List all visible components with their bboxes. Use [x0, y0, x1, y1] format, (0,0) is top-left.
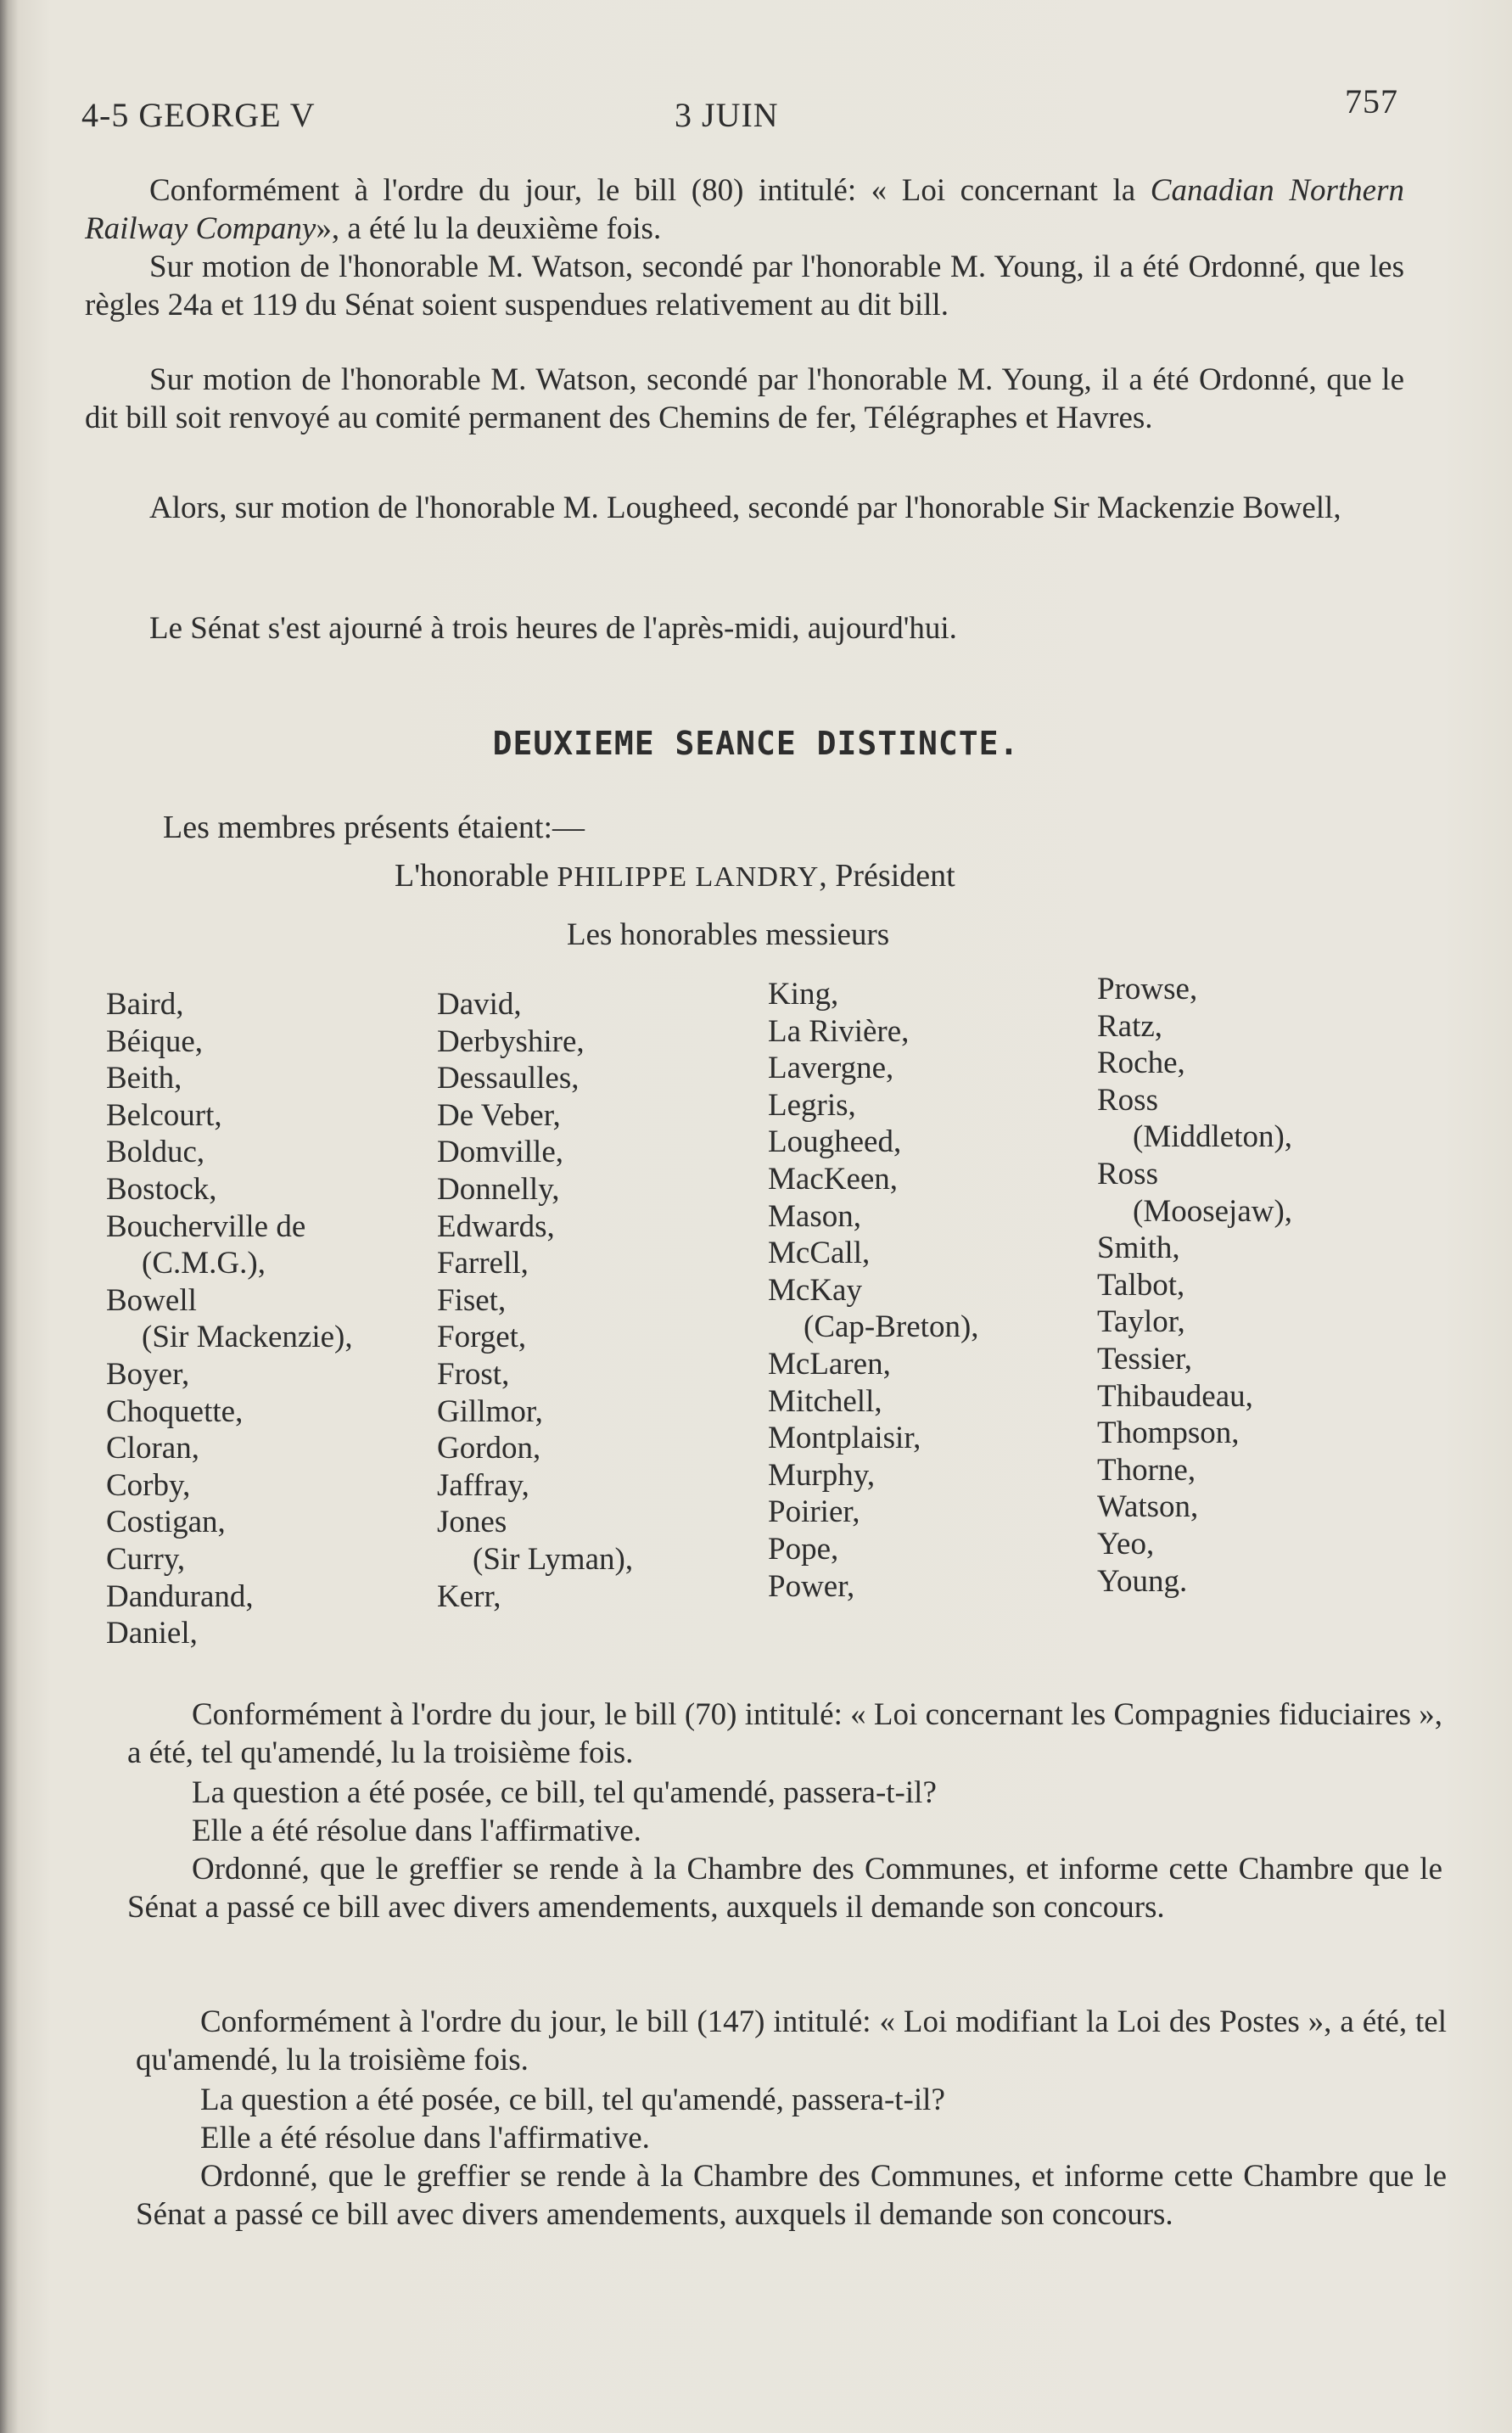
senator-name: Montplaisir,	[768, 1421, 921, 1456]
question-147-text: La question a été posée, ce bill, tel qu'amendé, passera-t-il?	[200, 2083, 945, 2117]
resolved-147-text: Elle a été résolue dans l'affirmative.	[200, 2121, 650, 2156]
senator-name: Lougheed,	[768, 1124, 902, 1160]
referral-text: Sur motion de l'honorable M. Watson, secondé par l'honorable M. Young, il a été Ordonné, que le dit bill soit renvoyé au comité permanent des Chemins de fer, Télégraphes et Havres.	[85, 362, 1404, 435]
senator-name-continued: (Sir Lyman),	[473, 1541, 634, 1577]
messieurs-heading: Les honorables messieurs	[567, 917, 890, 952]
senator-name: Corby,	[106, 1467, 191, 1503]
senator-name: Beith,	[106, 1061, 182, 1096]
senator-name: David,	[437, 987, 522, 1022]
senator-name: Smith,	[1097, 1231, 1180, 1266]
senator-name: Prowse,	[1097, 972, 1198, 1006]
paragraph-bill-70	[127, 1696, 1442, 1772]
senator-name: Taylor,	[1097, 1304, 1185, 1340]
senator-name: MacKeen,	[768, 1161, 899, 1197]
senator-name: Jones	[437, 1505, 507, 1540]
bill-80-company: Canadian Northern Railway Company	[85, 173, 1404, 246]
paragraph-question-70	[127, 1774, 1442, 1812]
senator-name-continued: (Sir Mackenzie),	[142, 1320, 353, 1355]
senator-name: Donnelly,	[437, 1171, 560, 1207]
ordered-147-text: Ordonné, que le greffier se rende à la Chambre des Communes, et informe cette Chambre que le Sénat a passé ce bill avec divers amendements, auxquels il demande son concours.	[136, 2159, 1447, 2232]
senator-name: Bolduc,	[106, 1135, 205, 1170]
senators-column-4	[1097, 971, 1292, 1600]
senator-name: Gillmor,	[437, 1393, 543, 1429]
senator-name: Edwards,	[437, 1208, 555, 1244]
senator-name-continued: (Moosejaw),	[1133, 1193, 1293, 1229]
bill-80-tail: », a été lu la deuxième fois.	[316, 211, 662, 246]
paragraph-suspend-rules	[85, 248, 1404, 324]
senators-column-3	[768, 976, 979, 1605]
senator-name: King,	[768, 977, 839, 1012]
senator-name: Boyer,	[106, 1356, 190, 1392]
senator-name: Baird,	[106, 987, 184, 1022]
senator-name: Yeo,	[1097, 1526, 1155, 1561]
senator-name: Boucherville de	[106, 1208, 306, 1244]
senator-name-continued: (Middleton),	[1133, 1119, 1293, 1155]
senator-name: Roche,	[1097, 1046, 1185, 1081]
senator-name: Farrell,	[437, 1246, 529, 1281]
adjourned-text: Le Sénat s'est ajourné à trois heures de l'après-midi, aujourd'hui.	[149, 611, 957, 646]
senator-name: McLaren,	[768, 1346, 891, 1382]
senator-name: Cloran,	[106, 1431, 199, 1466]
senators-column-1	[106, 986, 353, 1652]
senator-name: Thompson,	[1097, 1416, 1240, 1451]
adjourn-motion-text: Alors, sur motion de l'honorable M. Lougheed, secondé par l'honorable Sir Mackenzie Bowell,	[149, 491, 1341, 525]
senator-name: Bowell	[106, 1282, 197, 1318]
senator-name: Talbot,	[1097, 1267, 1185, 1303]
present-intro: Les membres présents étaient:—	[163, 810, 585, 845]
senator-name: Forget,	[437, 1320, 527, 1355]
question-70-text: La question a été posée, ce bill, tel qu'amendé, passera-t-il?	[192, 1775, 937, 1810]
paragraph-ordered-70	[127, 1850, 1442, 1926]
paragraph-ordered-147	[136, 2157, 1447, 2234]
senator-name-continued: (Cap-Breton),	[804, 1309, 979, 1345]
senator-name: Frost,	[437, 1356, 510, 1392]
senator-name: Ross	[1097, 1156, 1158, 1191]
senator-name: Thibaudeau,	[1097, 1378, 1253, 1414]
senator-name: Mason,	[768, 1198, 861, 1234]
senator-name: Gordon,	[437, 1431, 541, 1466]
president-prefix: L'honorable	[395, 858, 557, 894]
section-title: DEUXIEME SEANCE DISTINCTE.	[492, 725, 1020, 762]
senator-name: Jaffray,	[437, 1467, 529, 1503]
running-head-date: 3 JUIN	[675, 96, 779, 134]
senator-name: De Veber,	[437, 1097, 561, 1133]
paragraph-adjourned	[85, 609, 1404, 647]
senator-name: Murphy,	[768, 1457, 876, 1493]
resolved-70-text: Elle a été résolue dans l'affirmative.	[192, 1814, 641, 1848]
president-title: , Président	[819, 858, 955, 894]
paragraph-bill-147	[136, 2003, 1447, 2079]
senator-name: Tessier,	[1097, 1341, 1193, 1376]
senator-name: Choquette,	[106, 1393, 244, 1429]
senator-name: Ross	[1097, 1082, 1158, 1118]
bill-147-text: Conformément à l'ordre du jour, le bill (147) intitulé: « Loi modifiant la Loi des Postes », a été, tel qu'amendé, lu la troisième fois.	[136, 2004, 1447, 2077]
senator-name: Domville,	[437, 1135, 564, 1170]
senator-name: Poirier,	[768, 1494, 860, 1530]
senator-name: Costigan,	[106, 1505, 226, 1540]
senator-name: Dessaulles,	[437, 1061, 580, 1096]
paragraph-bill-80	[85, 171, 1404, 248]
senator-name: Thorne,	[1097, 1452, 1196, 1488]
senator-name: Watson,	[1097, 1489, 1199, 1525]
senator-name: Curry,	[106, 1541, 186, 1577]
paragraph-referral	[85, 361, 1404, 437]
senator-name: Dandurand,	[106, 1578, 254, 1614]
senator-name: Ratz,	[1097, 1008, 1163, 1044]
senator-name: McKay	[768, 1272, 862, 1308]
senator-name: Young.	[1097, 1563, 1188, 1599]
senator-name: Legris,	[768, 1087, 856, 1123]
paragraph-resolved-70	[127, 1812, 1442, 1850]
paragraph-adjourn-motion	[85, 489, 1404, 527]
senator-name: Daniel,	[106, 1616, 198, 1651]
senator-name: Derbyshire,	[437, 1023, 585, 1059]
senator-name: Pope,	[768, 1531, 839, 1567]
paragraph-question-147	[136, 2081, 1447, 2119]
senator-name: Fiset,	[437, 1282, 507, 1318]
senator-name: Kerr,	[437, 1578, 501, 1614]
senator-name: Bostock,	[106, 1171, 217, 1207]
running-head-reign: 4-5 GEORGE V	[81, 96, 316, 134]
senator-name: Béique,	[106, 1023, 204, 1059]
senators-column-2	[437, 986, 633, 1615]
president-name: PHILIPPE LANDRY	[557, 861, 820, 893]
president-line	[395, 857, 955, 894]
senator-name: Lavergne,	[768, 1051, 894, 1086]
senator-name: La Rivière,	[768, 1013, 910, 1049]
bill-70-text: Conformément à l'ordre du jour, le bill (70) intitulé: « Loi concernant les Compagnies fiduciaires », a été, tel qu'amendé, lu la troisième fois.	[127, 1697, 1442, 1770]
page-number: 757	[1345, 82, 1398, 121]
paragraph-resolved-147	[136, 2119, 1447, 2157]
senator-name: Power,	[768, 1568, 855, 1604]
senator-name: Mitchell,	[768, 1383, 882, 1419]
senator-name: McCall,	[768, 1236, 871, 1271]
ordered-70-text: Ordonné, que le greffier se rende à la Chambre des Communes, et informe cette Chambre que le Sénat a passé ce bill avec divers amendements, auxquels il demande son concours.	[127, 1852, 1442, 1925]
bill-80-lead: Conformément à l'ordre du jour, le bill (80) intitulé: « Loi concernant la	[149, 173, 1151, 208]
senator-name: Belcourt,	[106, 1097, 222, 1133]
suspend-rules-text: Sur motion de l'honorable M. Watson, secondé par l'honorable M. Young, il a été Ordonné, que les règles 24a et 119 du Sénat soient suspendues relativement au dit bill.	[85, 249, 1404, 322]
senator-name-continued: (C.M.G.),	[142, 1246, 266, 1281]
